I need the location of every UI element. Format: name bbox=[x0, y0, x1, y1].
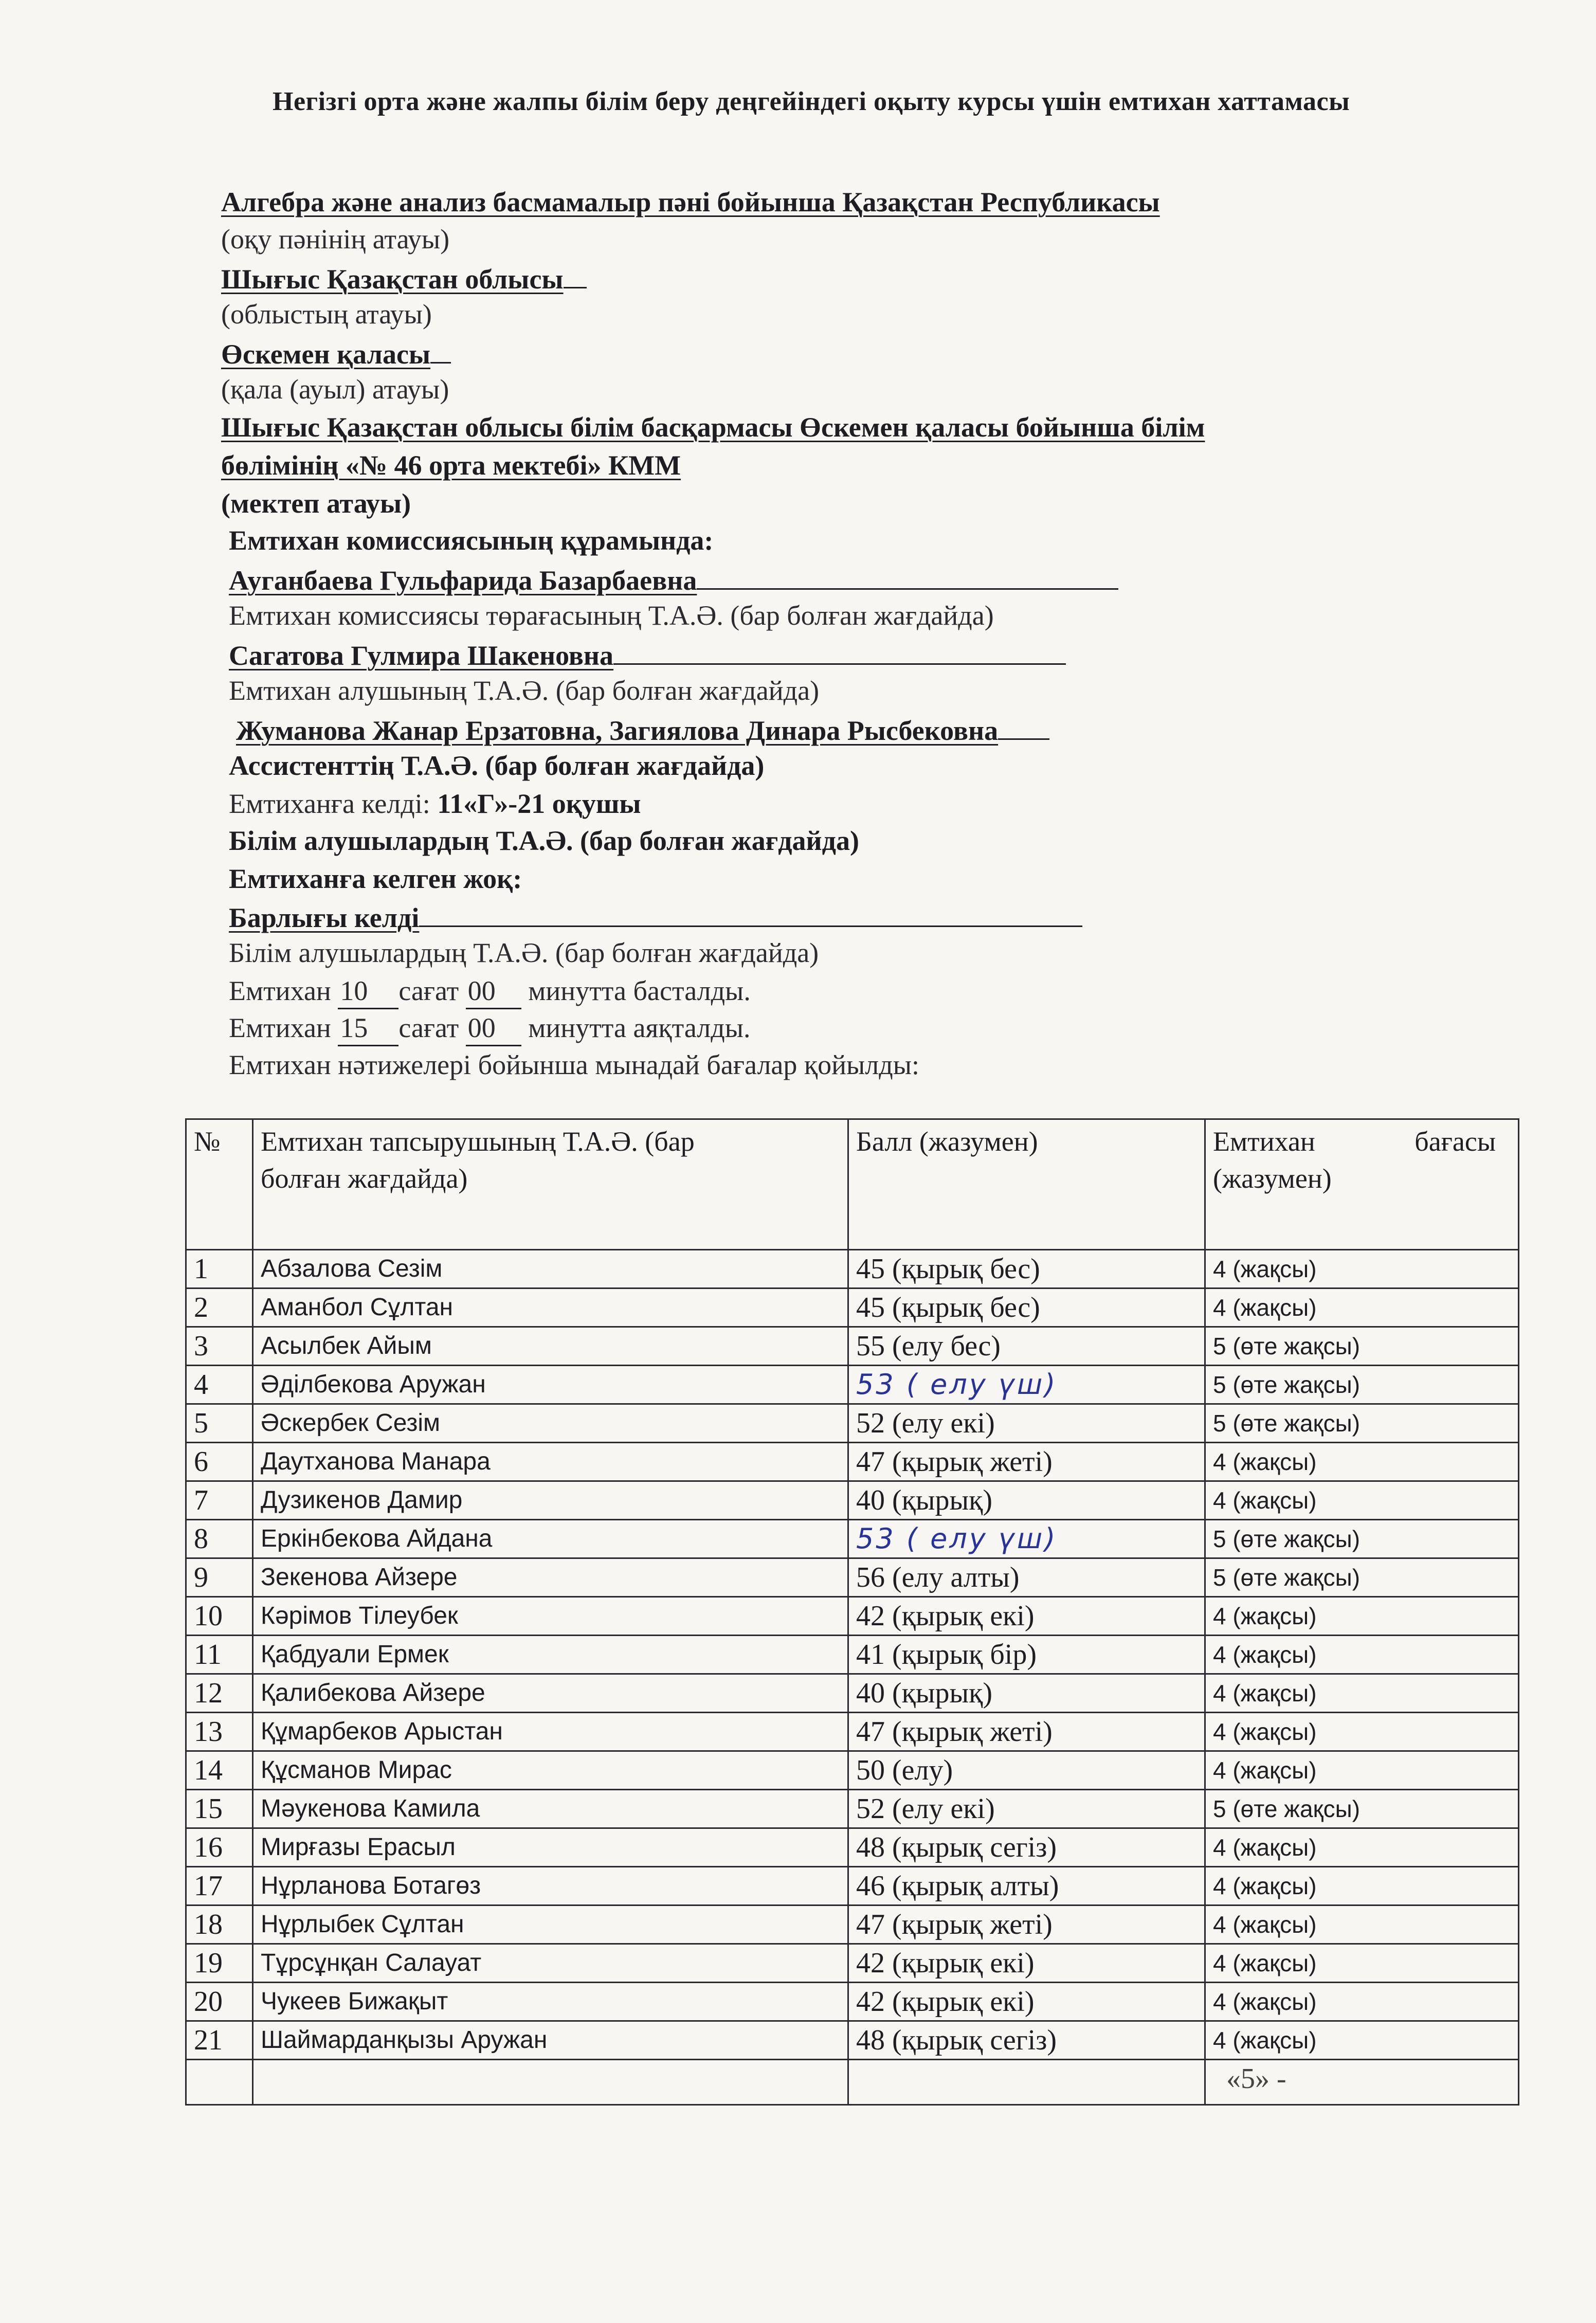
row-number: 7 bbox=[186, 1481, 253, 1520]
commission-heading: Емтихан комиссиясының құрамында: bbox=[229, 525, 714, 556]
table-row bbox=[186, 1983, 1519, 2021]
subject-caption: (оқу пәнінің атауы) bbox=[221, 224, 450, 255]
student-grade: 4 (жақсы) bbox=[1205, 1636, 1519, 1674]
student-name: Мирғазы Ерасыл bbox=[253, 1828, 848, 1867]
student-name: Зекенова Айзере bbox=[253, 1558, 848, 1597]
header-grade-line1: Емтихан бағасы bbox=[1213, 1126, 1496, 1157]
header-number: № bbox=[186, 1119, 253, 1250]
table-row bbox=[186, 1481, 1519, 1520]
student-grade: 4 (жақсы) bbox=[1205, 1443, 1519, 1481]
chair-caption: Емтихан комиссиясы төрағасының Т.А.Ә. (бар болған жағдайда) bbox=[229, 600, 994, 631]
student-name: Абзалова Сезім bbox=[253, 1250, 848, 1288]
student-grade: 4 (жақсы) bbox=[1205, 2021, 1519, 2060]
student-score: 55 (елу бес) bbox=[848, 1327, 1205, 1366]
student-grade: 4 (жақсы) bbox=[1205, 1751, 1519, 1790]
table-row bbox=[186, 1790, 1519, 1828]
table-row bbox=[186, 1404, 1519, 1443]
students-caption: Білім алушылардың Т.А.Ә. (бар болған жағдайда) bbox=[229, 825, 859, 856]
student-score: 40 (қырық) bbox=[848, 1481, 1205, 1520]
absent-caption: Білім алушылардың Т.А.Ә. (бар болған жағдайда) bbox=[229, 937, 819, 968]
row-number: 18 bbox=[186, 1905, 253, 1944]
footer-number-cell bbox=[186, 2060, 253, 2105]
results-intro: Емтихан нәтижелері бойынша мынадай бағалар қойылды: bbox=[229, 1049, 919, 1080]
student-score: 41 (қырық бір) bbox=[848, 1636, 1205, 1674]
student-name: Аманбол Сұлтан bbox=[253, 1288, 848, 1327]
examiner-row bbox=[229, 637, 1066, 673]
student-name: Нұрланова Ботагөз bbox=[253, 1867, 848, 1905]
student-score: 47 (қырық жеті) bbox=[848, 1905, 1205, 1944]
examiner-name: Сагатова Гулмира Шакеновна bbox=[229, 640, 614, 671]
absent-value: Барлығы келді bbox=[229, 902, 420, 933]
chair-fill-line bbox=[697, 561, 1118, 590]
student-name: Тұрсұнқан Салауат bbox=[253, 1944, 848, 1983]
row-number: 15 bbox=[186, 1790, 253, 1828]
student-name: Қалибекова Айзере bbox=[253, 1674, 848, 1713]
row-number: 13 bbox=[186, 1713, 253, 1751]
school-name-line1: Шығыс Қазақстан облысы білім басқармасы Өскемен қаласы бойынша білім bbox=[221, 412, 1205, 443]
end-time-row bbox=[229, 1011, 750, 1046]
student-grade: 5 (өте жақсы) bbox=[1205, 1327, 1519, 1366]
row-number: 12 bbox=[186, 1674, 253, 1713]
student-score: 42 (қырық екі) bbox=[848, 1597, 1205, 1636]
row-number: 6 bbox=[186, 1443, 253, 1481]
row-number: 17 bbox=[186, 1867, 253, 1905]
table-row bbox=[186, 1713, 1519, 1751]
row-number: 21 bbox=[186, 2021, 253, 2060]
table-row bbox=[186, 1867, 1519, 1905]
student-grade: 4 (жақсы) bbox=[1205, 1713, 1519, 1751]
student-grade: 4 (жақсы) bbox=[1205, 1597, 1519, 1636]
header-name-line1: Емтихан тапсырушының Т.А.Ә. (бар bbox=[261, 1126, 695, 1157]
student-score: 45 (қырық бес) bbox=[848, 1288, 1205, 1327]
assistants-names: Жуманова Жанар Ерзатовна, Загиялова Динара Рысбековна bbox=[236, 715, 999, 746]
region-fill-line bbox=[564, 260, 587, 288]
document-title: Негізгі орта және жалпы білім беру деңгейіндегі оқыту курсы үшін емтихан хаттамасы bbox=[273, 87, 1350, 116]
start-hour: 10 bbox=[338, 974, 398, 1009]
footer-grade-cell: «5» - bbox=[1205, 2060, 1519, 2105]
end-suffix: минутта аяқталды. bbox=[521, 1012, 751, 1043]
assistants-row bbox=[229, 712, 1049, 748]
row-number: 10 bbox=[186, 1597, 253, 1636]
student-grade: 4 (жақсы) bbox=[1205, 1250, 1519, 1288]
student-grade: 4 (жақсы) bbox=[1205, 1481, 1519, 1520]
student-grade: 4 (жақсы) bbox=[1205, 1944, 1519, 1983]
table-row bbox=[186, 1288, 1519, 1327]
row-number: 8 bbox=[186, 1520, 253, 1558]
city-name: Өскемен қаласы bbox=[221, 339, 431, 370]
start-suffix: минутта басталды. bbox=[521, 975, 751, 1006]
row-number: 5 bbox=[186, 1404, 253, 1443]
student-grade: 4 (жақсы) bbox=[1205, 1905, 1519, 1944]
student-grade: 4 (жақсы) bbox=[1205, 1674, 1519, 1713]
footer-name-cell bbox=[253, 2060, 848, 2105]
absent-fill-line bbox=[419, 899, 1082, 927]
start-time-row bbox=[229, 974, 751, 1009]
end-minute: 00 bbox=[466, 1011, 521, 1046]
table-row bbox=[186, 1327, 1519, 1366]
row-number: 2 bbox=[186, 1288, 253, 1327]
start-mid: сағат bbox=[398, 975, 466, 1006]
region-row bbox=[221, 260, 587, 296]
student-score: 45 (қырық бес) bbox=[848, 1250, 1205, 1288]
student-grade: 5 (өте жақсы) bbox=[1205, 1366, 1519, 1404]
student-score: 47 (қырық жеті) bbox=[848, 1713, 1205, 1751]
student-name: Асылбек Айым bbox=[253, 1327, 848, 1366]
absent-row bbox=[229, 899, 1082, 935]
table-row bbox=[186, 1905, 1519, 1944]
row-number: 20 bbox=[186, 1983, 253, 2021]
footer-score-cell bbox=[848, 2060, 1205, 2105]
row-number: 11 bbox=[186, 1636, 253, 1674]
student-score: 46 (қырық алты) bbox=[848, 1867, 1205, 1905]
student-score: 53 ( елу үш) bbox=[848, 1520, 1205, 1558]
end-hour: 15 bbox=[338, 1011, 398, 1046]
city-row bbox=[221, 335, 451, 371]
table-row bbox=[186, 1751, 1519, 1790]
student-name: Еркінбекова Айдана bbox=[253, 1520, 848, 1558]
row-number: 16 bbox=[186, 1828, 253, 1867]
student-grade: 4 (жақсы) bbox=[1205, 1867, 1519, 1905]
header-student-name bbox=[253, 1119, 848, 1250]
examiner-fill-line bbox=[613, 637, 1066, 665]
table-row bbox=[186, 1366, 1519, 1404]
student-score: 53 ( елу үш) bbox=[848, 1366, 1205, 1404]
table-row bbox=[186, 1674, 1519, 1713]
student-grade: 5 (өте жақсы) bbox=[1205, 1404, 1519, 1443]
examiner-caption: Емтихан алушының Т.А.Ә. (бар болған жағдайда) bbox=[229, 675, 820, 706]
school-caption: (мектеп атауы) bbox=[221, 488, 411, 519]
table-header-row bbox=[186, 1119, 1519, 1250]
header-grade-line2: (жазумен) bbox=[1213, 1163, 1332, 1194]
table-row bbox=[186, 1944, 1519, 1983]
chair-name: Ауганбаева Гульфарида Базарбаевна bbox=[229, 565, 697, 596]
table-row bbox=[186, 1558, 1519, 1597]
city-caption: (қала (ауыл) атауы) bbox=[221, 374, 449, 405]
table-row bbox=[186, 1443, 1519, 1481]
school-name-line2: бөлімінің «№ 46 орта мектебі» КММ bbox=[221, 450, 681, 481]
attended-label: Емтиханға келді: bbox=[229, 788, 438, 819]
student-score: 48 (қырық сегіз) bbox=[848, 2021, 1205, 2060]
row-number: 1 bbox=[186, 1250, 253, 1288]
student-grade: 4 (жақсы) bbox=[1205, 1288, 1519, 1327]
student-name: Шаймарданқызы Аружан bbox=[253, 2021, 848, 2060]
chair-row bbox=[229, 561, 1118, 597]
row-number: 9 bbox=[186, 1558, 253, 1597]
student-grade: 5 (өте жақсы) bbox=[1205, 1790, 1519, 1828]
student-score: 42 (қырық екі) bbox=[848, 1944, 1205, 1983]
student-score: 40 (қырық) bbox=[848, 1674, 1205, 1713]
table-row bbox=[186, 1636, 1519, 1674]
absent-heading: Емтиханға келген жоқ: bbox=[229, 863, 522, 894]
student-name: Нұрлыбек Сұлтан bbox=[253, 1905, 848, 1944]
end-mid: сағат bbox=[398, 1012, 466, 1043]
student-name: Құсманов Мирас bbox=[253, 1751, 848, 1790]
row-number: 19 bbox=[186, 1944, 253, 1983]
start-prefix: Емтихан bbox=[229, 975, 338, 1006]
student-name: Мәукенова Камила bbox=[253, 1790, 848, 1828]
region-caption: (облыстың атауы) bbox=[221, 299, 432, 330]
city-fill-line bbox=[430, 335, 451, 364]
table-row bbox=[186, 2021, 1519, 2060]
start-minute: 00 bbox=[466, 974, 521, 1009]
student-name: Кәрімов Тілеубек bbox=[253, 1597, 848, 1636]
student-name: Қабдуали Ермек bbox=[253, 1636, 848, 1674]
student-score: 42 (қырық екі) bbox=[848, 1983, 1205, 2021]
student-name: Әскербек Сезім bbox=[253, 1404, 848, 1443]
subject-name: Алгебра және анализ басмамалыр пәні бойынша Қазақстан Республикасы bbox=[221, 187, 1160, 217]
student-name: Даутханова Манара bbox=[253, 1443, 848, 1481]
header-score: Балл (жазумен) bbox=[848, 1119, 1205, 1250]
student-name: Дузикенов Дамир bbox=[253, 1481, 848, 1520]
student-name: Әділбекова Аружан bbox=[253, 1366, 848, 1404]
table-row bbox=[186, 1597, 1519, 1636]
assistants-caption: Ассистенттің Т.А.Ә. (бар болған жағдайда) bbox=[229, 750, 765, 781]
table-row bbox=[186, 1520, 1519, 1558]
table-row bbox=[186, 1828, 1519, 1867]
table-row bbox=[186, 1250, 1519, 1288]
results-table bbox=[185, 1118, 1519, 2106]
student-score: 52 (елу екі) bbox=[848, 1790, 1205, 1828]
student-grade: 5 (өте жақсы) bbox=[1205, 1558, 1519, 1597]
student-score: 52 (елу екі) bbox=[848, 1404, 1205, 1443]
row-number: 4 bbox=[186, 1366, 253, 1404]
assistants-fill-line bbox=[998, 712, 1049, 740]
attended-value: 11«Г»-21 оқушы bbox=[437, 788, 641, 819]
header-name-line2: болған жағдайда) bbox=[261, 1163, 468, 1194]
student-score: 50 (елу) bbox=[848, 1751, 1205, 1790]
attended-row bbox=[229, 787, 641, 821]
student-grade: 5 (өте жақсы) bbox=[1205, 1520, 1519, 1558]
student-score: 47 (қырық жеті) bbox=[848, 1443, 1205, 1481]
student-grade: 4 (жақсы) bbox=[1205, 1983, 1519, 2021]
student-score: 48 (қырық сегіз) bbox=[848, 1828, 1205, 1867]
row-number: 3 bbox=[186, 1327, 253, 1366]
end-prefix: Емтихан bbox=[229, 1012, 338, 1043]
table-footer-row bbox=[186, 2060, 1519, 2105]
header-grade bbox=[1205, 1119, 1519, 1250]
row-number: 14 bbox=[186, 1751, 253, 1790]
student-name: Құмарбеков Арыстан bbox=[253, 1713, 848, 1751]
student-score: 56 (елу алты) bbox=[848, 1558, 1205, 1597]
region-name: Шығыс Қазақстан облысы bbox=[221, 264, 564, 295]
student-grade: 4 (жақсы) bbox=[1205, 1828, 1519, 1867]
student-name: Чукеев Бижақыт bbox=[253, 1983, 848, 2021]
